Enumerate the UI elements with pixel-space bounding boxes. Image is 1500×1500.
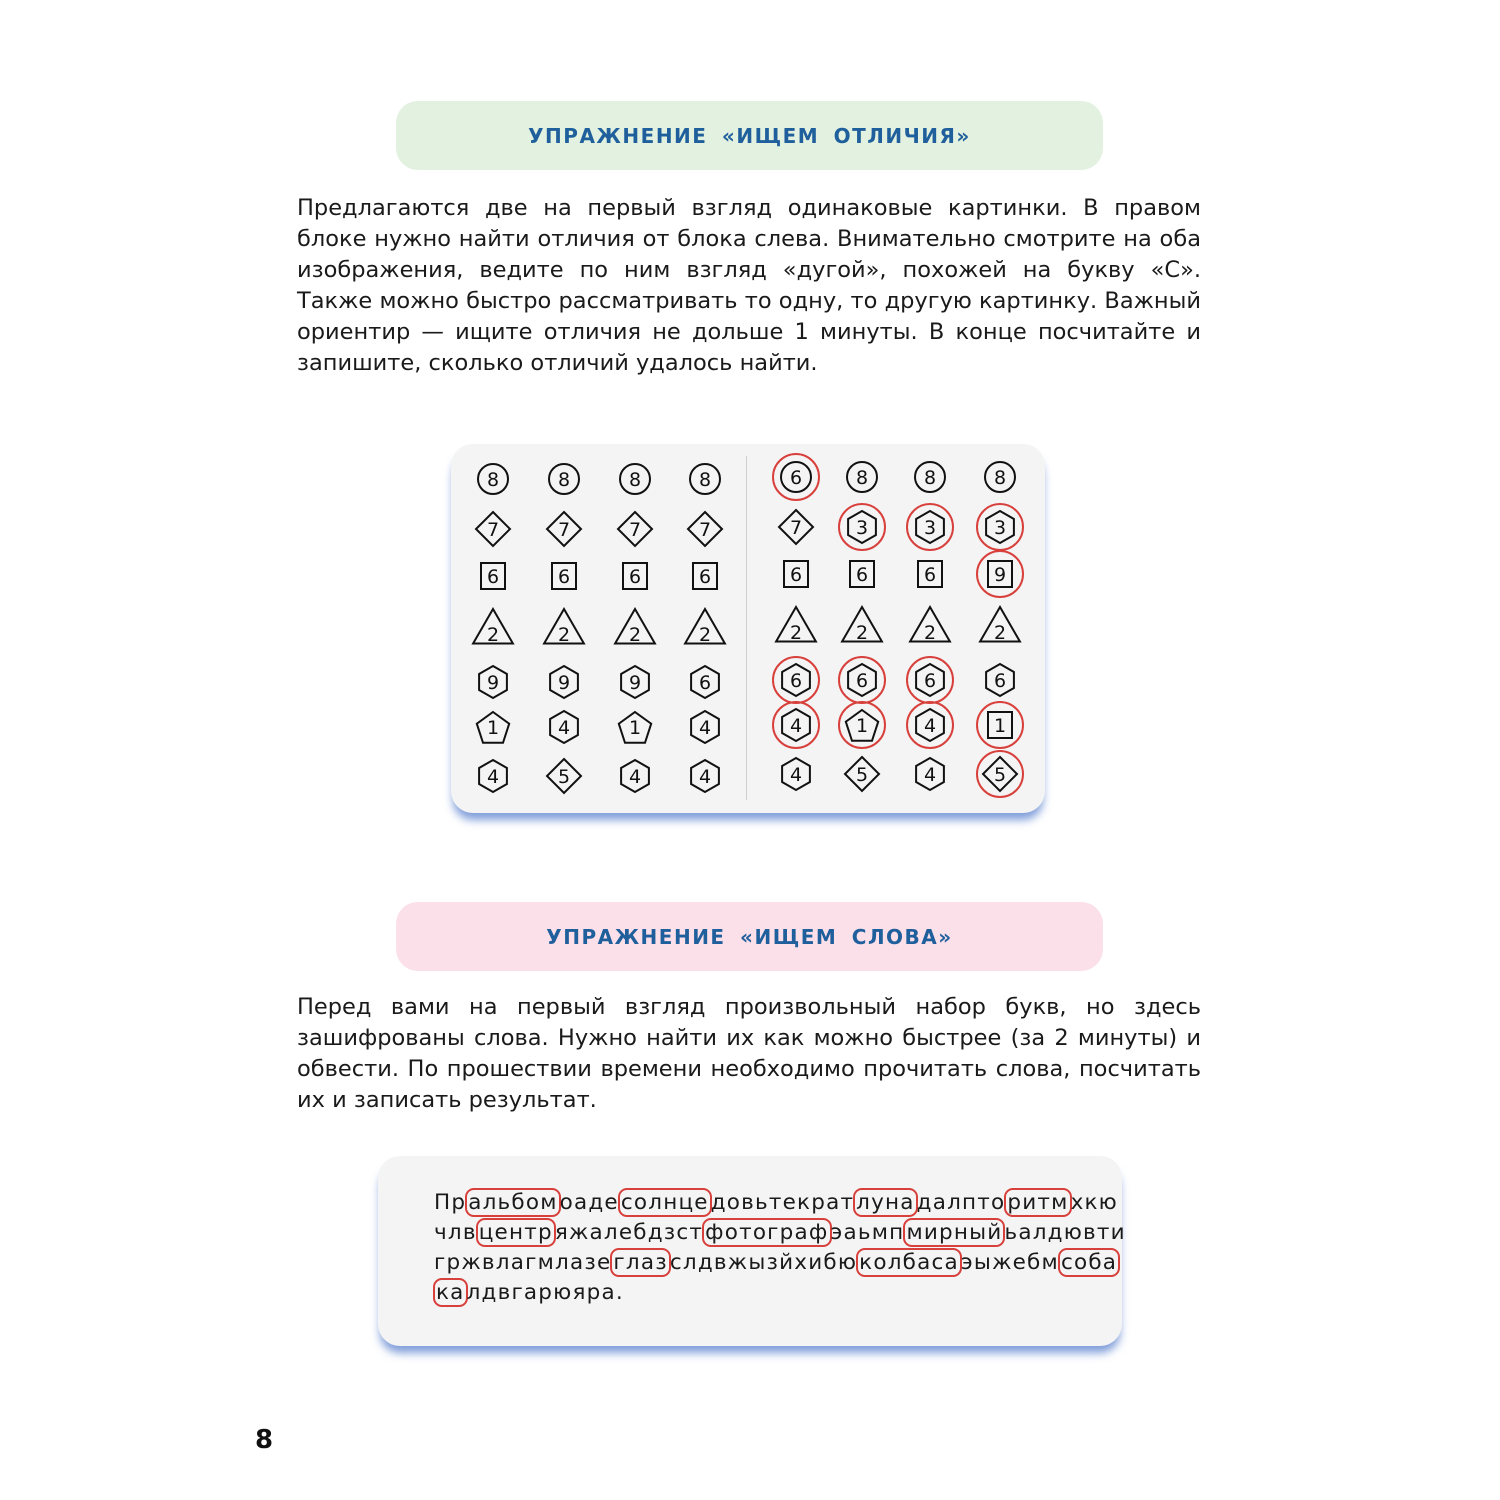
right-square-1 bbox=[977, 702, 1023, 748]
right-hexagon-3 bbox=[907, 504, 953, 550]
digit: 5 bbox=[855, 764, 869, 786]
digit: 2 bbox=[486, 624, 500, 646]
digit: 1 bbox=[486, 717, 500, 739]
letters: яжалебдзст bbox=[554, 1220, 704, 1245]
digit: 9 bbox=[557, 672, 571, 694]
digit: 9 bbox=[628, 672, 642, 694]
left-square-6 bbox=[623, 563, 647, 589]
left-hexagon-4 bbox=[691, 760, 719, 792]
words-card bbox=[378, 1156, 1126, 1346]
differences-grid bbox=[451, 444, 1045, 813]
letters: эаьмп bbox=[830, 1220, 905, 1245]
left-triangle-2 bbox=[685, 609, 725, 646]
found-word: колбаса bbox=[856, 1248, 962, 1277]
found-word: альбом bbox=[465, 1188, 560, 1217]
right-diamond-7 bbox=[779, 510, 813, 544]
digit: 4 bbox=[486, 766, 500, 788]
digit: 6 bbox=[698, 566, 712, 588]
found-word: мирный bbox=[903, 1218, 1005, 1247]
right-hexagon-4 bbox=[773, 702, 819, 748]
digit: 2 bbox=[789, 622, 803, 644]
digit: 6 bbox=[557, 566, 571, 588]
digit: 6 bbox=[789, 564, 803, 586]
exercise2-description: Перед вами на первый взгляд произвольный набор букв, но здесь зашифрованы слова. Нужно найти их как можно быстрее (за 2 минуты) и обвести. По прошествии времени необходимо прочитать слова, посчитать их и записать результат. bbox=[297, 994, 1201, 1113]
right-circle-8 bbox=[847, 462, 877, 492]
right-hexagon-4 bbox=[907, 702, 953, 748]
digit: 8 bbox=[698, 469, 712, 491]
digit: 4 bbox=[628, 766, 642, 788]
left-circle-8 bbox=[620, 464, 650, 494]
digit: 4 bbox=[923, 715, 937, 737]
found-word: фотограф bbox=[702, 1218, 831, 1247]
digit: 3 bbox=[855, 517, 869, 539]
left-triangle-2 bbox=[473, 609, 513, 646]
puzzle-line bbox=[434, 1188, 1126, 1218]
right-hexagon-6 bbox=[773, 657, 819, 703]
left-diamond-7 bbox=[547, 512, 581, 546]
letters: хкю bbox=[1070, 1190, 1118, 1215]
right-circle-8 bbox=[915, 462, 945, 492]
letters: эыжебм bbox=[960, 1250, 1059, 1275]
differences-card bbox=[451, 444, 1045, 813]
found-word: ка bbox=[433, 1278, 468, 1307]
found-word: глаз bbox=[610, 1248, 670, 1277]
digit: 5 bbox=[557, 766, 571, 788]
letters: члв bbox=[434, 1220, 477, 1245]
right-diamond-5 bbox=[977, 751, 1023, 797]
right-square-6 bbox=[850, 561, 874, 587]
page-number: 8 bbox=[255, 1425, 274, 1455]
found-word: соба bbox=[1058, 1248, 1120, 1277]
digit: 8 bbox=[923, 467, 937, 489]
left-hexagon-4 bbox=[691, 711, 719, 743]
found-word: ритм bbox=[1004, 1188, 1071, 1217]
digit: 5 bbox=[993, 764, 1007, 786]
digit: 6 bbox=[855, 670, 869, 692]
left-hexagon-4 bbox=[550, 711, 578, 743]
letter-puzzle bbox=[434, 1188, 1126, 1308]
left-hexagon-4 bbox=[479, 760, 507, 792]
digit: 6 bbox=[789, 467, 803, 489]
digit: 1 bbox=[993, 715, 1007, 737]
right-diamond-5 bbox=[845, 757, 879, 791]
digit: 8 bbox=[855, 467, 869, 489]
digit: 2 bbox=[628, 624, 642, 646]
digit: 6 bbox=[789, 670, 803, 692]
digit: 4 bbox=[698, 717, 712, 739]
left-diamond-7 bbox=[688, 512, 722, 546]
puzzle-line bbox=[434, 1218, 1126, 1248]
left-square-6 bbox=[552, 563, 576, 589]
digit: 6 bbox=[923, 564, 937, 586]
right-triangle-2 bbox=[980, 607, 1020, 644]
digit: 4 bbox=[557, 717, 571, 739]
digit: 8 bbox=[628, 469, 642, 491]
digit: 1 bbox=[855, 715, 869, 737]
letters: лдвгарюяра. bbox=[466, 1280, 624, 1305]
digit: 4 bbox=[923, 764, 937, 786]
digit: 6 bbox=[923, 670, 937, 692]
digit: 7 bbox=[628, 519, 642, 541]
right-hexagon-6 bbox=[907, 657, 953, 703]
digit: 7 bbox=[789, 517, 803, 539]
right-square-6 bbox=[918, 561, 942, 587]
digit: 8 bbox=[557, 469, 571, 491]
left-pentagon-1 bbox=[619, 712, 651, 743]
right-circle-8 bbox=[985, 462, 1015, 492]
right-triangle-2 bbox=[910, 607, 950, 644]
letters: довьтекрат bbox=[710, 1190, 855, 1215]
found-word: центр bbox=[476, 1218, 556, 1247]
letters: оаде bbox=[559, 1190, 619, 1215]
letters: гржвлагмлазе bbox=[434, 1250, 612, 1275]
right-hexagon-3 bbox=[977, 504, 1023, 550]
right-triangle-2 bbox=[842, 607, 882, 644]
digit: 2 bbox=[698, 624, 712, 646]
right-pentagon-1 bbox=[839, 702, 885, 748]
digit: 8 bbox=[993, 467, 1007, 489]
digit: 6 bbox=[486, 566, 500, 588]
left-diamond-5 bbox=[547, 759, 581, 793]
right-hexagon-3 bbox=[839, 504, 885, 550]
right-hexagon-4 bbox=[782, 758, 810, 790]
digit: 9 bbox=[993, 564, 1007, 586]
letters: далпто bbox=[916, 1190, 1006, 1215]
found-word: солнце bbox=[618, 1188, 712, 1217]
puzzle-line bbox=[434, 1248, 1126, 1278]
digit: 6 bbox=[855, 564, 869, 586]
digit: 3 bbox=[923, 517, 937, 539]
left-hexagon-4 bbox=[621, 760, 649, 792]
digit: 2 bbox=[855, 622, 869, 644]
left-hexagon-9 bbox=[479, 666, 507, 698]
right-hexagon-6 bbox=[986, 664, 1014, 696]
digit: 6 bbox=[993, 670, 1007, 692]
digit: 4 bbox=[698, 766, 712, 788]
letters: Пр bbox=[434, 1190, 467, 1215]
digit: 6 bbox=[698, 672, 712, 694]
found-word: луна bbox=[853, 1188, 918, 1217]
left-diamond-7 bbox=[618, 512, 652, 546]
letters: слдвжызйхибю bbox=[669, 1250, 858, 1275]
right-hexagon-6 bbox=[839, 657, 885, 703]
right-hexagon-4 bbox=[916, 758, 944, 790]
left-circle-8 bbox=[690, 464, 720, 494]
digit: 2 bbox=[993, 622, 1007, 644]
left-triangle-2 bbox=[615, 609, 655, 646]
left-square-6 bbox=[693, 563, 717, 589]
exercise1-description: Предлагаются две на первый взгляд одинаковые картинки. В правом блоке нужно найти отличия от блока слева. Внимательно смотрите на оба изображения, ведите по ним взгляд «дугой», похожей на букву «С». Также можно быстро рассматривать то одну, то другую картинку. Важный ориентир — ищите отличия не дольше 1 минуты. В конце посчитайте и запишите, сколько отличий удалось найти. bbox=[297, 195, 1201, 376]
left-circle-8 bbox=[549, 464, 579, 494]
left-hexagon-9 bbox=[550, 666, 578, 698]
digit: 1 bbox=[628, 717, 642, 739]
right-square-6 bbox=[784, 561, 808, 587]
digit: 6 bbox=[628, 566, 642, 588]
digit: 7 bbox=[698, 519, 712, 541]
left-pentagon-1 bbox=[477, 712, 509, 743]
right-triangle-2 bbox=[776, 607, 816, 644]
letters: ьалдювти bbox=[1004, 1220, 1126, 1245]
digit: 3 bbox=[993, 517, 1007, 539]
right-square-9 bbox=[977, 551, 1023, 597]
left-diamond-7 bbox=[476, 512, 510, 546]
right-circle-6 bbox=[773, 454, 819, 500]
digit: 7 bbox=[557, 519, 571, 541]
left-circle-8 bbox=[478, 464, 508, 494]
digit: 9 bbox=[486, 672, 500, 694]
left-triangle-2 bbox=[544, 609, 584, 646]
left-hexagon-9 bbox=[621, 666, 649, 698]
puzzle-line bbox=[434, 1278, 1126, 1308]
left-square-6 bbox=[481, 563, 505, 589]
digit: 4 bbox=[789, 715, 803, 737]
exercise1-title: УПРАЖНЕНИЕ «ИЩЕМ ОТЛИЧИЯ» bbox=[396, 101, 1103, 170]
digit: 7 bbox=[486, 519, 500, 541]
digit: 2 bbox=[557, 624, 571, 646]
digit: 2 bbox=[923, 622, 937, 644]
digit: 4 bbox=[789, 764, 803, 786]
digit: 8 bbox=[486, 469, 500, 491]
exercise2-title: УПРАЖНЕНИЕ «ИЩЕМ СЛОВА» bbox=[396, 902, 1103, 971]
left-hexagon-6 bbox=[691, 666, 719, 698]
